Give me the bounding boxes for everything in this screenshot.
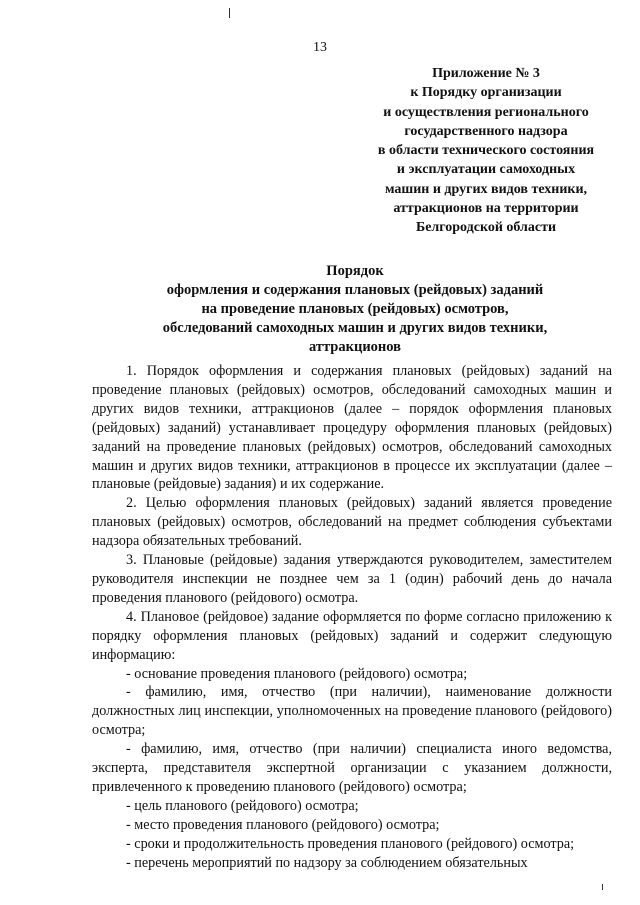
appendix-line: и эксплуатации самоходных: [396, 162, 576, 178]
scan-mark: [602, 884, 603, 890]
appendix-line: машин и других видов техники,: [384, 181, 588, 197]
title-line: обследований самоходных машин и других видов техники,: [162, 320, 548, 336]
list-item: - цель планового (рейдового) осмотра;: [126, 797, 359, 814]
scan-mark: [229, 8, 230, 18]
page-number: 13: [313, 40, 327, 55]
list-item: - сроки и продолжительность проведения планового (рейдового) осмотра;: [126, 835, 575, 852]
title-line: Порядок: [326, 263, 384, 279]
list-item: - перечень мероприятий по надзору за соблюдением обязательных: [126, 854, 528, 871]
list-item: - фамилию, имя, отчество (при наличии) специалиста иного ведомства, эксперта, представителя экспертной организации с указанием должности, привлеченного к проведению планового (рейдового) осмотра;: [92, 741, 612, 795]
title-line: аттракционов: [309, 339, 401, 355]
list-item: - фамилию, имя, отчество (при наличии), наименование должности должностных лиц инспекции, уполномоченных на проведение планового (рейдового) осмотра;: [92, 684, 612, 739]
appendix-line: в области технического состояния: [377, 143, 595, 159]
appendix-line: Белгородской области: [415, 220, 557, 236]
paragraph: 2. Целью оформления плановых (рейдовых) заданий является проведение плановых (рейдовых) осмотров, обследований на предмет соблюдения субъектами надзора обязательных требований.: [92, 495, 612, 550]
appendix-line: и осуществления регионального: [383, 104, 589, 120]
appendix-line: аттракционов на территории: [393, 201, 579, 217]
title-line: оформления и содержания плановых (рейдовых) заданий: [166, 282, 544, 298]
paragraph: 1. Порядок оформления и содержания плановых (рейдовых) заданий на проведение плановых (рейдовых) осмотров, обследований самоходных машин и других видов техники, аттракционов (далее – порядок оформления плановых (рейдовых) заданий) устанавливает процедуру оформления плановых (рейдовых) заданий на проведение плановых (рейдовых) осмотров, обследований самоходных машин и других видов техники, аттракционов в процессе их эксплуатации (далее – плановые (рейдовые) задания) и их содержание.: [92, 363, 612, 493]
paragraph: 3. Плановые (рейдовые) задания утверждаются руководителем, заместителем руководителя инспекции не позднее чем за 1 (один) рабочий день до начала проведения планового (рейдового) осмотра.: [92, 552, 612, 606]
appendix-heading: [340, 64, 632, 238]
appendix-line: к Порядку организации: [410, 85, 562, 101]
title-line: на проведение плановых (рейдовых) осмотров,: [201, 301, 509, 317]
appendix-line: государственного надзора: [404, 123, 568, 139]
list-item: - место проведения планового (рейдового) осмотра;: [126, 816, 440, 833]
appendix-line: Приложение № 3: [432, 66, 540, 81]
document-title: [90, 262, 620, 357]
paragraph: 4. Плановое (рейдовое) задание оформляется по форме согласно приложению к порядку оформления плановых (рейдовых) заданий и содержит следующую информацию:: [92, 608, 612, 663]
document-body: [92, 362, 612, 872]
list-item: - основание проведения планового (рейдового) осмотра;: [126, 665, 468, 682]
